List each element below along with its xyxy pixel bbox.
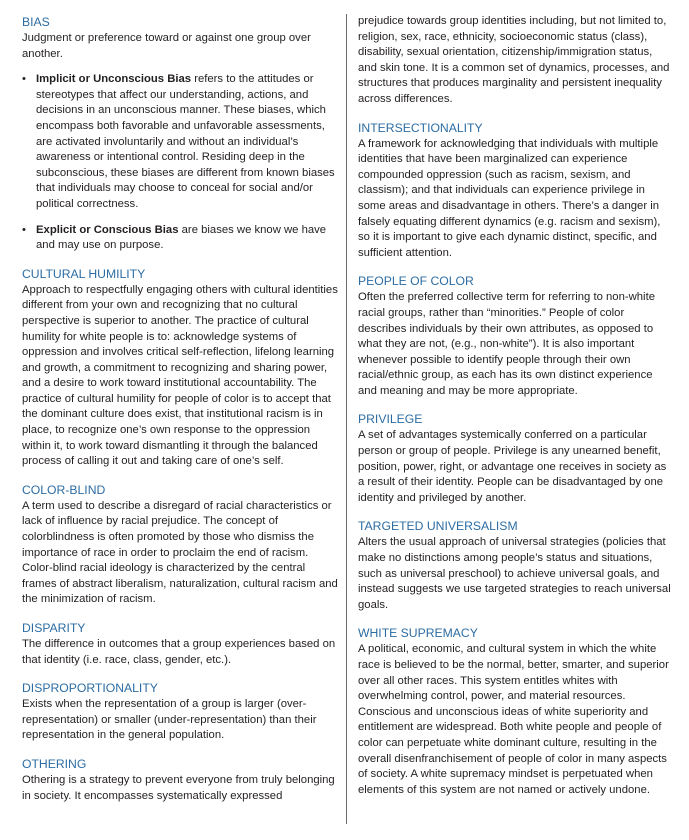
term-heading: WHITE SUPREMACY (358, 626, 478, 641)
term-definition: Alters the usual approach of universal strategies (policies that make no distinctions among people’s status and situations, such as universal preschool) to achieve universal goals, and instead suggests we use targeted strategies to reach universal goals. (358, 536, 671, 611)
column-divider (346, 14, 347, 824)
entry-privilege (358, 411, 674, 506)
entry-targeted-universalism (358, 518, 674, 613)
term-heading: TARGETED UNIVERSALISM (358, 519, 518, 534)
term-definition: A framework for acknowledging that individuals with multiple identities that have been marginalized can experience compounded oppression (such as racism, sexism, and classism); and that individuals can experience privilege in some areas and disadvantage in others. There’s a danger in falsely equating different dynamics (e.g. racism and sexism), so it is important to give each dynamic distinct, specific, and sufficient attention. (358, 137, 661, 259)
term-heading: COLOR-BLIND (22, 482, 106, 497)
entry-color-blind (22, 482, 340, 608)
term-heading: OTHERING (22, 756, 87, 771)
entry-white-supremacy (358, 625, 674, 798)
term-definition: Othering is a strategy to prevent everyone from truly belonging in society. It encompasses systematically expressed (22, 773, 335, 802)
bullet-text: are biases we know we have and may use on purpose. (36, 223, 327, 252)
entry-othering (22, 756, 340, 804)
term-heading: INTERSECTIONALITY (358, 120, 483, 135)
term-definition: Often the preferred collective term for referring to non-white racial groups, rather than “minorities.” People of color describes individuals by their own attributes, as opposed to what they are not, (e.g., non-white”). It is also important whenever possible to identify people through their own racial/ethnic group, as each has its own distinct experience and meaning and may be more appropriate. (358, 291, 655, 397)
entry-othering-continued (358, 14, 674, 108)
term-heading: CULTURAL HUMILITY (22, 266, 146, 281)
entry-disproportionality (22, 680, 340, 744)
bullet-bold-term: Explicit or Conscious Bias (36, 223, 179, 236)
entry-disparity (22, 620, 340, 668)
term-definition: Exists when the representation of a group is larger (over-representation) or smaller (under-representation) than their representation in the general population. (22, 698, 317, 742)
bullet-bold-term: Implicit or Unconscious Bias (36, 73, 192, 86)
left-column (22, 14, 340, 816)
entry-cultural-humility (22, 266, 340, 470)
term-heading: DISPROPORTIONALITY (22, 681, 158, 696)
term-definition: A political, economic, and cultural system in which the white race is believed to be the normal, better, smarter, and superior over all other races. This system entitles whites with overwhelming control, power, and material resources. Conscious and unconscious ideas of white superiority and entitlement are widespread. Both white people and people of color can perpetuate white dominant culture, resulting in the overall disenfranchisement of people of color in many aspects of society. A white supremacy mindset is perpetuated when elements of this system are not named or actively undone. (358, 643, 669, 796)
term-heading: PEOPLE OF COLOR (358, 274, 474, 289)
bullet-explicit-bias (22, 223, 340, 254)
entry-people-of-color (358, 273, 674, 399)
entry-bias (22, 14, 340, 254)
bullet-implicit-bias (22, 72, 340, 212)
right-column (358, 14, 674, 810)
term-definition: A term used to describe a disregard of racial characteristics or lack of influence by racial prejudice. The concept of colorblindness is often promoted by those who dismiss the importance of race in order to proclaim the end of racism. Color-blind racial ideology is characterized by the central frames of abstract liberalism, naturalization, cultural racism and the minimization of racism. (22, 499, 338, 606)
term-heading: DISPARITY (22, 621, 86, 635)
bias-bullet-list (22, 72, 340, 254)
term-definition: The difference in outcomes that a group experiences based on that identity (i.e. race, class, gender, etc.). (22, 638, 336, 666)
bullet-icon: • (22, 73, 26, 86)
term-definition: A set of advantages systemically conferred on a particular person or group of people. Privilege is any unearned benefit, position, power, right, or advantage one receives in society as a result of their identity. People can be disadvantaged by one identity and privileged by another. (358, 429, 667, 504)
term-heading: BIAS (22, 15, 50, 29)
term-heading: PRIVILEGE (358, 412, 423, 427)
entry-intersectionality (358, 120, 674, 262)
bullet-icon: • (22, 223, 26, 236)
term-definition: Judgment or preference toward or against one group over another. (22, 32, 311, 60)
term-definition: Approach to respectfully engaging others with cultural identities different from your own and recognizing that no cultural perspective is superior to another. The practice of cultural humility for white people is to: acknowledge systems of oppression and involves critical self-reflection, lifelong learning and growth, a commitment to recognizing and sharing power, and a desire to work toward institutional accountability. The practice of cultural humility for people of color is to accept that the dominant culture does exist, that institutional racism is in place, to recognize one’s own response to the oppression within it, to work toward dismantling it through the balanced process of calling it out and taking care of one’s self. (22, 283, 338, 468)
term-definition: prejudice towards group identities including, but not limited to, religion, sex, race, ethnicity, socioeconomic status (class), disability, sexual orientation, citizenship/immigration status, and skin tone. It is a common set of dynamics, processes, and structures that produces marginality and persistent inequality across differences. (358, 15, 670, 105)
bullet-text: refers to the attitudes or stereotypes that affect our understanding, actions, and decisions in an unconscious manner. These biases, which encompass both favorable and unfavorable assessments, are activated involuntarily and without an individual’s awareness or intentional control. Residing deep in the subconscious, these biases are different from known biases that individuals may choose to conceal for social and/or political correctness. (36, 73, 335, 210)
